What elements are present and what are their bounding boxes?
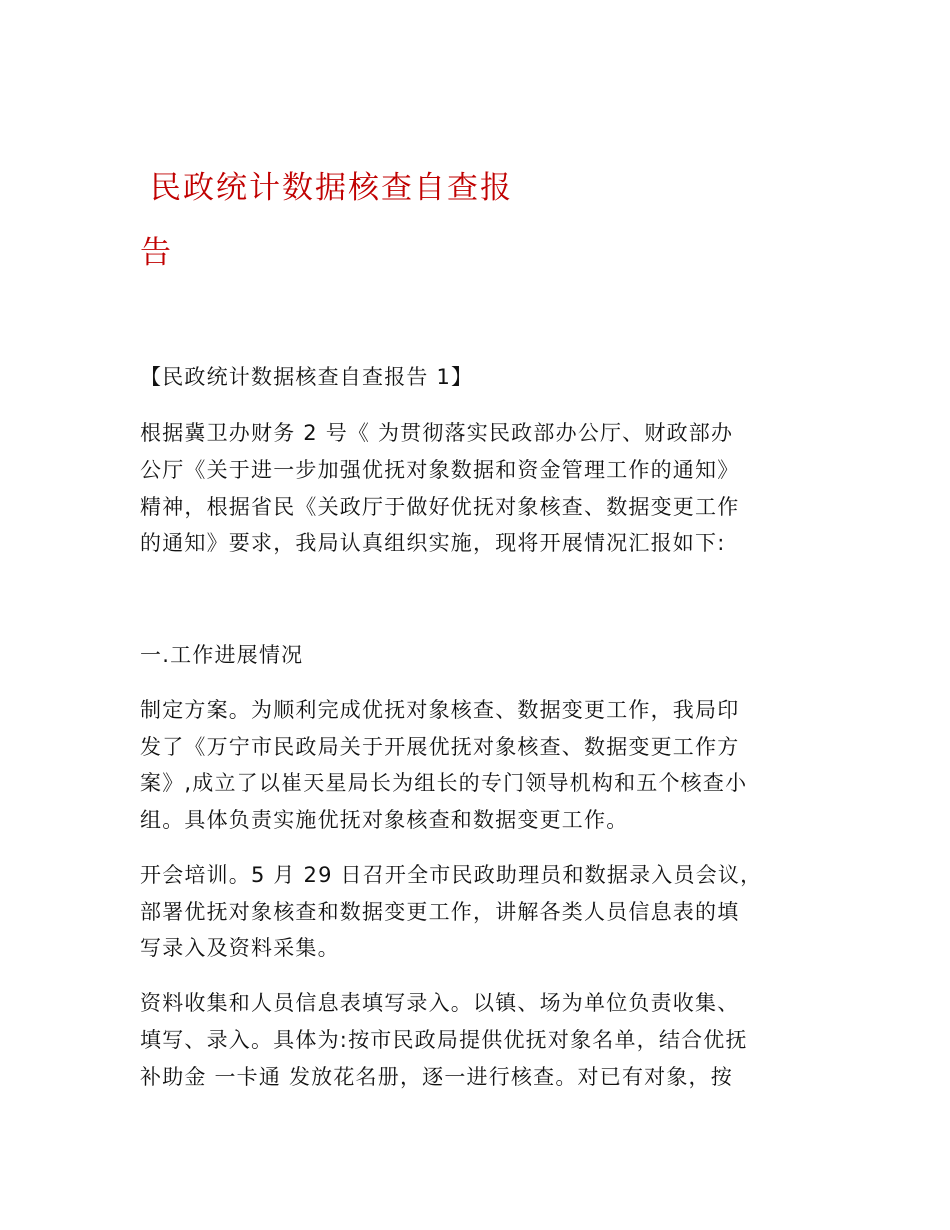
plan-paragraph-line-3: 案》,成立了以崔天星局长为组长的专门领导机构和五个核查小 — [140, 771, 748, 795]
section-header: 【民政统计数据核查自查报告 1】 — [140, 365, 474, 389]
intro-line-3: 精神，根据省民《关政厅于做好优抚对象核查、数据变更工作 — [140, 495, 740, 519]
plan-paragraph-line-4: 组。具体负责实施优抚对象核查和数据变更工作。 — [140, 808, 629, 832]
training-paragraph-line-2: 部署优抚对象核查和数据变更工作，讲解各类人员信息表的填 — [140, 900, 740, 924]
document-title-line-1: 民政统计数据核查自查报 — [150, 170, 513, 206]
collection-paragraph-line-2: 填写、录入。具体为:按市民政局提供优抚对象名单，结合优抚 — [140, 1028, 748, 1052]
collection-paragraph-line-3: 补助金 一卡通 发放花名册，逐一进行核查。对已有对象，按 — [140, 1065, 733, 1089]
heading-work-progress: 一.工作进展情况 — [140, 643, 304, 667]
intro-line-4: 的通知》要求，我局认真组织实施，现将开展情况汇报如下: — [140, 531, 726, 555]
plan-paragraph-line-1: 制定方案。为顺利完成优抚对象核查、数据变更工作，我局印 — [140, 698, 740, 722]
training-paragraph-line-3: 写录入及资料采集。 — [140, 936, 340, 960]
intro-line-2: 公厅《关于进一步加强优抚对象数据和资金管理工作的通知》 — [140, 458, 740, 482]
collection-paragraph-line-1: 资料收集和人员信息表填写录入。以镇、场为单位负责收集、 — [140, 991, 740, 1015]
document-title-line-2: 告 — [140, 235, 173, 271]
plan-paragraph-line-2: 发了《万宁市民政局关于开展优抚对象核查、数据变更工作方 — [140, 735, 740, 759]
intro-line-1: 根据冀卫办财务 2 号《 为贯彻落实民政部办公厅、财政部办 — [140, 421, 734, 445]
training-paragraph-line-1: 开会培训。5 月 29 日召开全市民政助理员和数据录入员会议， — [140, 863, 763, 887]
